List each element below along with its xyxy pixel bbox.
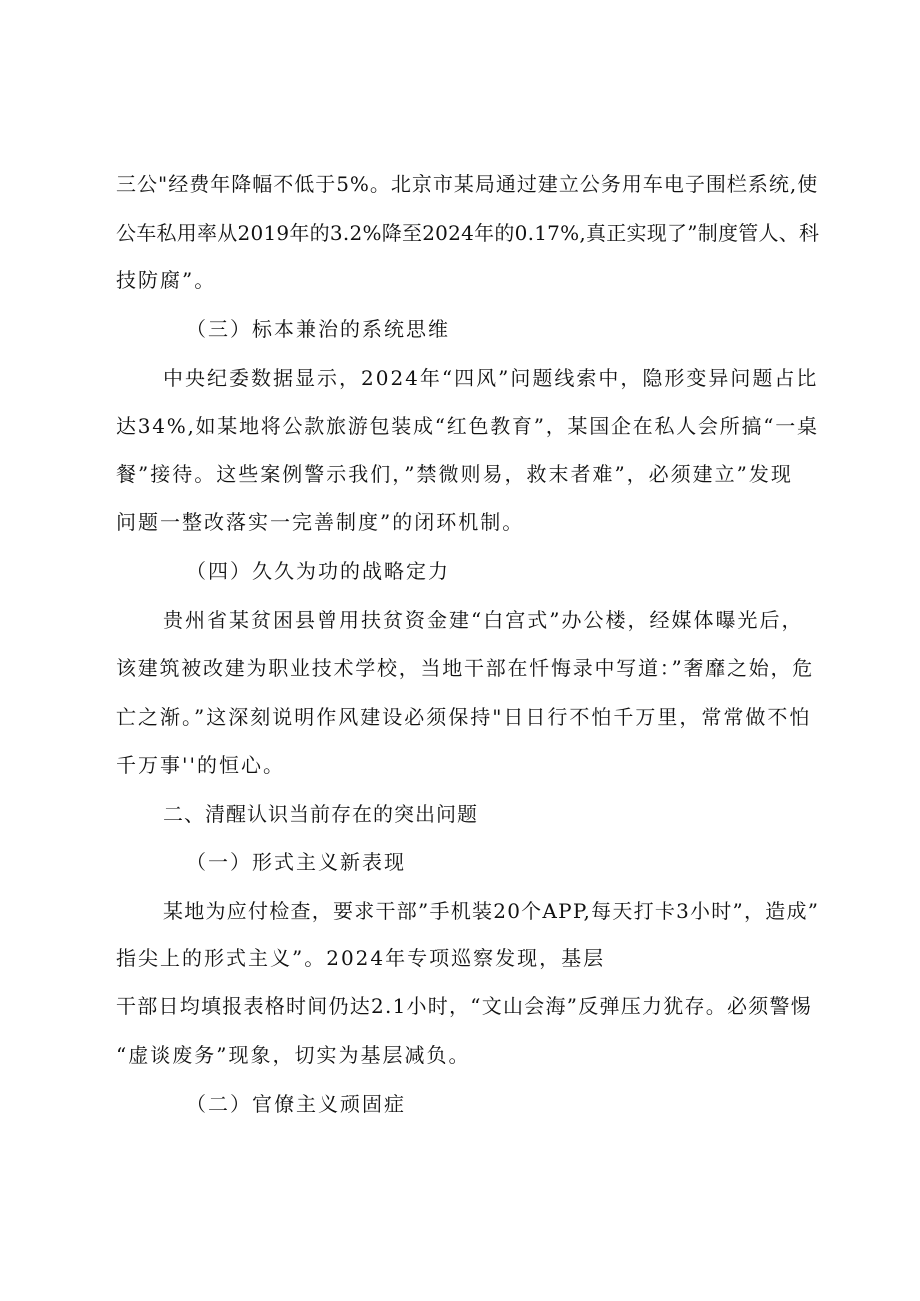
body-text-line: 该建筑被改建为职业技术学校，当地干部在忏悔录中写道：”奢靡之始，危 [116,656,814,680]
subsection-heading: （二）官僚主义顽固症 [186,1092,406,1116]
body-text-line: 达34%,如某地将公款旅游包装成“红色教育”，某国企在私人会所搞“一桌 [116,414,819,438]
body-text-line: 干部日均填报表格时间仍达2.1小时，“文山会海”反弹压力犹存。必须警惕 [116,994,813,1018]
subsection-heading: （四）久久为功的战略定力 [186,559,450,583]
body-text-line: 某地为应付检查，要求干部”手机装20个APP,每天打卡3小时”，造成” [163,899,820,923]
body-text-line: 贵州省某贫困县曾用扶贫资金建“白宫式”办公楼，经媒体曝光后， [163,608,804,632]
body-text-line: 技防腐”。 [116,268,217,292]
subsection-heading: （一）形式主义新表现 [186,850,406,874]
body-text-line: 指尖上的形式主义”。2024年专项巡察发现，基层 [116,946,606,970]
body-text-line: 餐”接待。这些案例警示我们，”禁微则易，救末者难”，必须建立”发现 [116,462,793,486]
body-text-line: 中央纪委数据显示，2024年“四风”问题线索中，隐形变异问题占比 [163,366,819,390]
body-text-line: 问题一整改落实一完善制度”的闭环机制。 [116,510,525,534]
body-text-line: 公车私用率从2019年的3.2%降至2024年的0.17%,真正实现了”制度管人、科 [116,221,820,245]
body-text-line: 三公"经费年降幅不低于5%。北京市某局通过建立公务用车电子围栏系统,使 [116,172,819,196]
body-text-line: 亡之渐。”这深刻说明作风建设必须保持"日日行不怕千万里，常常做不怕 [116,705,812,729]
section-heading: 二、清醒认识当前存在的突出问题 [163,802,478,826]
body-text-line: “虚谈废务”现象，切实为基层减负。 [116,1043,471,1067]
body-text-line: 千万事''的恒心。 [116,753,285,777]
subsection-heading: （三）标本兼治的系统思维 [186,317,450,341]
